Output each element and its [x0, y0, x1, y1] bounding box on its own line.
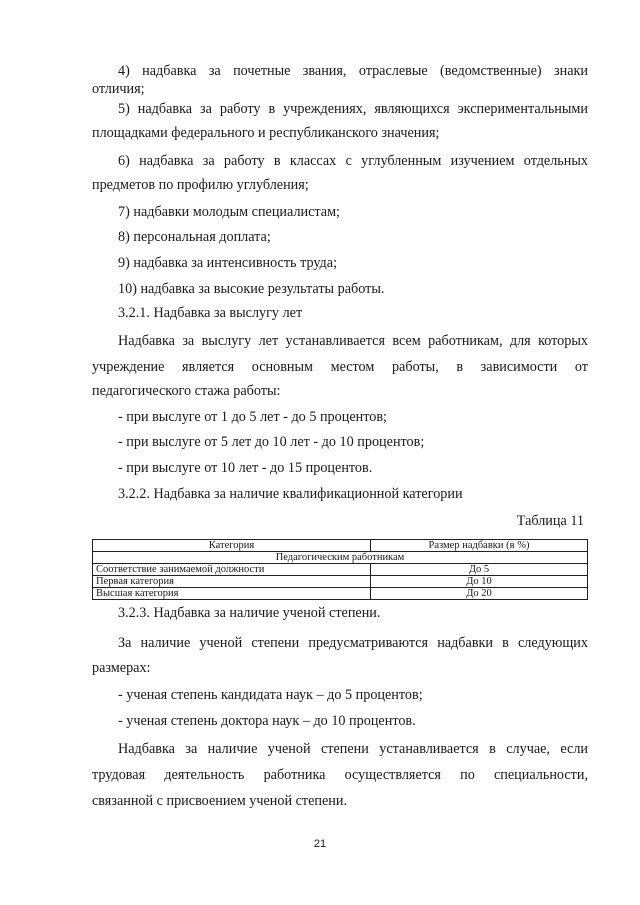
final-paragraph-line-1: Надбавка за наличие ученой степени устанавливается в случае, если — [118, 741, 588, 757]
group-label: Педагогическим работникам — [93, 552, 588, 564]
rate-cell: До 20 — [371, 588, 588, 600]
table-header-row — [93, 540, 588, 552]
page-number: 21 — [313, 838, 327, 850]
section-3-2-1-title: 3.2.1. Надбавка за выслугу лет — [118, 305, 303, 321]
final-paragraph-line-2: трудовая деятельность работника осуществляется по специальности, — [92, 767, 588, 783]
category-cell: Соответствие занимаемой должности — [93, 564, 371, 576]
degree-bullet-1: - ученая степень кандидата наук – до 5 процентов; — [118, 687, 423, 703]
section-3-2-2-title: 3.2.2. Надбавка за наличие квалификационной категории — [118, 486, 463, 502]
header-rate: Размер надбавки (в %) — [371, 540, 588, 552]
section-3-2-1-line-3: педагогического стажа работы: — [92, 383, 281, 399]
paragraph-9: 9) надбавка за интенсивность труда; — [118, 255, 338, 271]
rate-cell: До 10 — [371, 576, 588, 588]
paragraph-4-line-1: 4) надбавка за почетные звания, отраслевые (ведомственные) знаки — [118, 63, 588, 79]
section-3-2-3-line-2: размерах: — [92, 660, 151, 676]
degree-bullet-2: - ученая степень доктора наук – до 10 процентов. — [118, 713, 416, 729]
rate-cell: До 5 — [371, 564, 588, 576]
category-cell: Высшая категория — [93, 588, 371, 600]
paragraph-6-line-1: 6) надбавка за работу в классах с углубленным изучением отдельных — [118, 153, 588, 169]
seniority-bullet-1: - при выслуге от 1 до 5 лет - до 5 процентов; — [118, 409, 387, 425]
table-row — [93, 576, 588, 588]
section-3-2-1-line-2: учреждение является основным местом работы, в зависимости от — [92, 359, 588, 375]
seniority-bullet-3: - при выслуге от 10 лет - до 15 процентов. — [118, 460, 373, 476]
seniority-bullet-2: - при выслуге от 5 лет до 10 лет - до 10 процентов; — [118, 434, 425, 450]
section-3-2-3-title: 3.2.3. Надбавка за наличие ученой степени. — [118, 605, 381, 621]
header-category: Категория — [93, 540, 371, 552]
paragraph-4-line-2: отличия; — [92, 81, 145, 97]
final-paragraph-line-3: связанной с присвоением ученой степени. — [92, 793, 348, 809]
paragraph-8: 8) персональная доплата; — [118, 229, 271, 245]
table-group-row — [93, 552, 588, 564]
paragraph-5-line-2: площадками федерального и республиканского значения; — [92, 125, 440, 141]
table-row — [93, 564, 588, 576]
paragraph-6-line-2: предметов по профилю углубления; — [92, 177, 309, 193]
category-rates-table — [92, 539, 588, 600]
table-row — [93, 588, 588, 600]
table-caption: Таблица 11 — [516, 513, 584, 529]
paragraph-10: 10) надбавка за высокие результаты работы. — [118, 281, 385, 297]
section-3-2-1-line-1: Надбавка за выслугу лет устанавливается всем работникам, для которых — [118, 333, 588, 349]
category-cell: Первая категория — [93, 576, 371, 588]
section-3-2-3-line-1: За наличие ученой степени предусматриваются надбавки в следующих — [118, 635, 588, 651]
paragraph-7: 7) надбавки молодым специалистам; — [118, 204, 340, 220]
paragraph-5-line-1: 5) надбавка за работу в учреждениях, являющихся экспериментальными — [118, 101, 588, 117]
